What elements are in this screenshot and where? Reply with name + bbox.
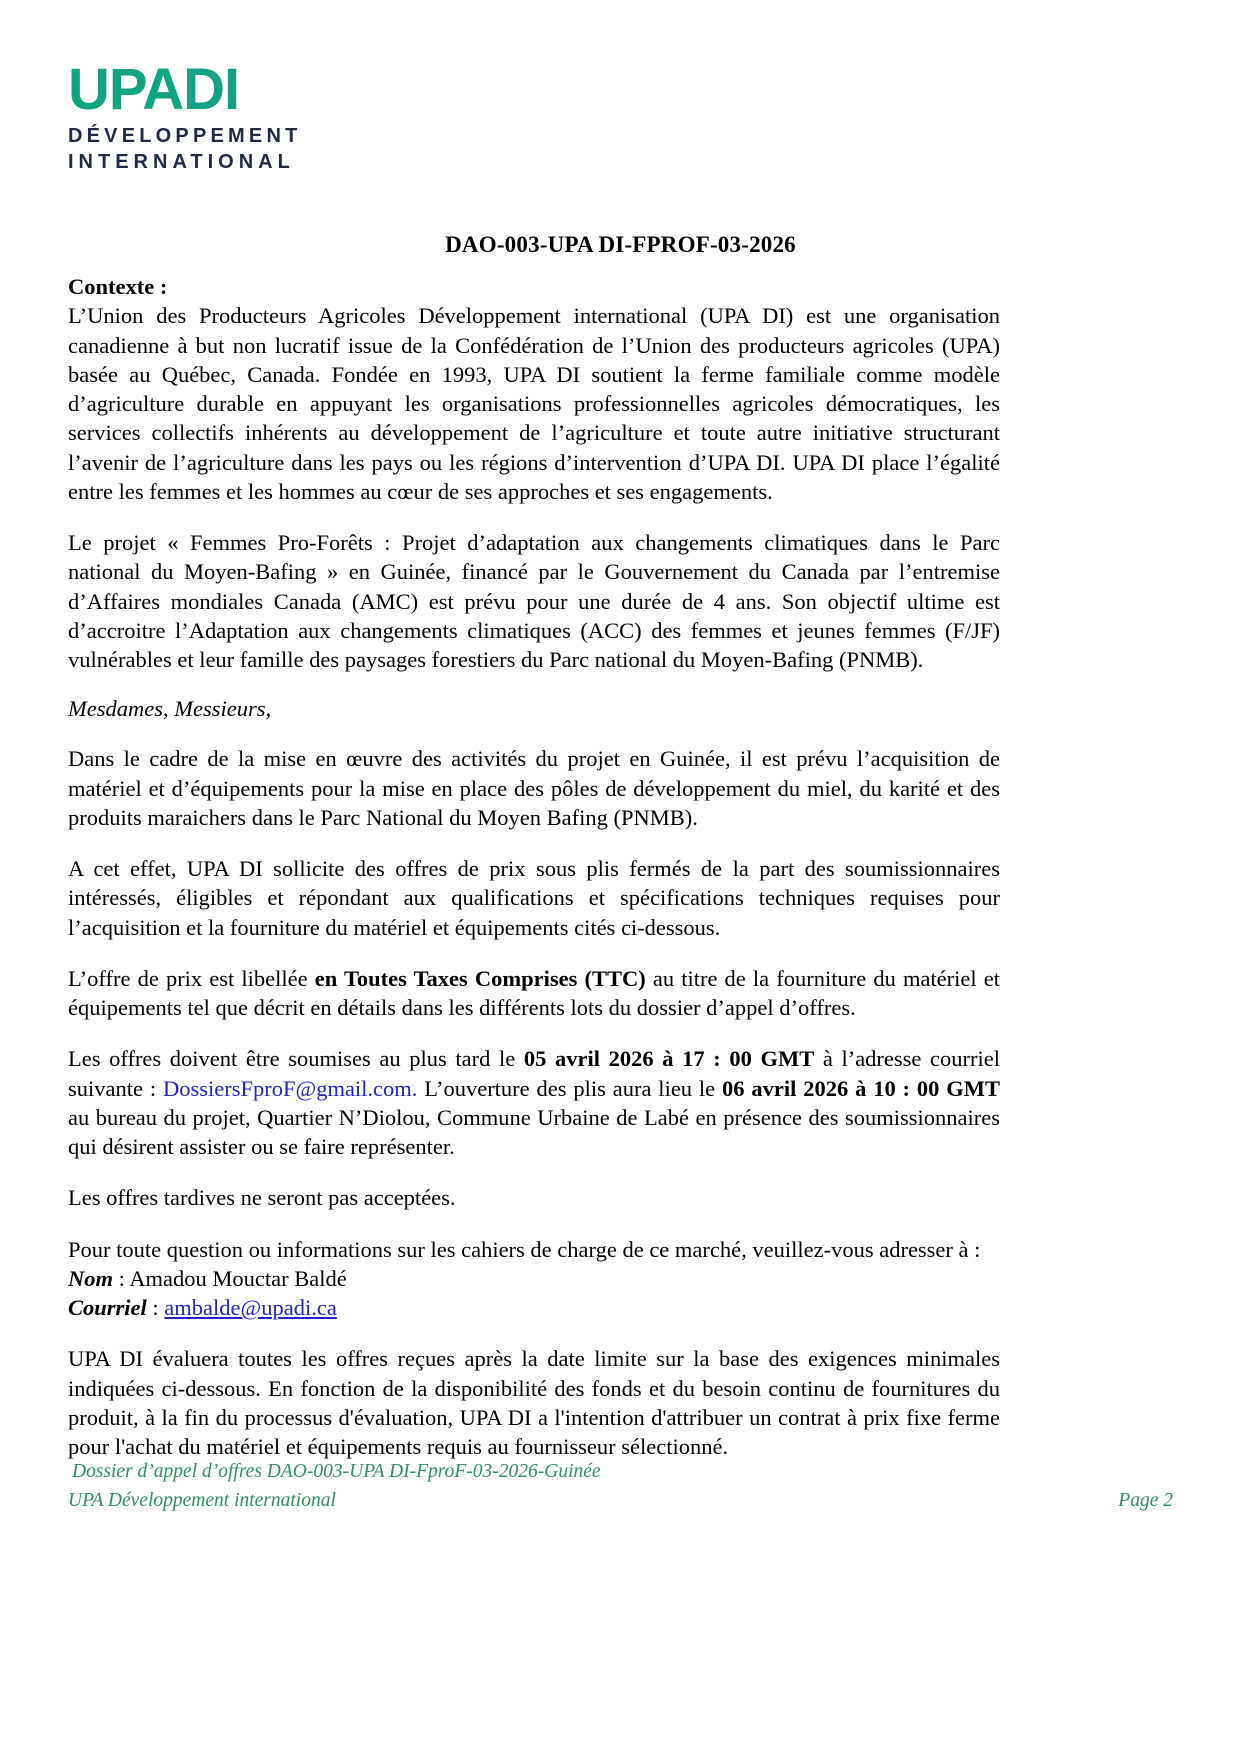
- deadline-text-before: Les offres doivent être soumises au plus tard le: [68, 1046, 524, 1072]
- offers-solicitation-paragraph: A cet effet, UPA DI sollicite des offres de prix sous plis fermés de la part des soumissionnaires intéressés, éligibles et répondant aux qualifications et spécifications techniques requises pour l’acquisition et la fourniture du matériel et équipements cités ci-dessous.: [68, 856, 1000, 940]
- footer-page-number: Page 2: [1118, 1489, 1173, 1511]
- acquisition-paragraph: Dans le cadre de la mise en œuvre des activités du projet en Guinée, il est prévu l’acquisition de matériel et d’équipements pour la mise en place des pôles de développement du miel, du karité et des produits maraichers dans le Parc National du Moyen Bafing (PNMB).: [68, 746, 1000, 830]
- logo-wordmark-di: DI: [183, 57, 240, 122]
- project-paragraph: Le projet « Femmes Pro-Forêts : Projet d’adaptation aux changements climatiques dans le Parc national du Moyen-Bafing » en Guinée, financé par le Gouvernement du Canada par l’entremise d’Affaires mondiales Canada (AMC) est prévu pour une durée de 4 ans. Son objectif ultime est d’accroitre l’Adaptation aux changements climatiques (ACC) des femmes et jeunes femmes (F/JF) vulnérables et leur famille des paysages forestiers du Parc national du Moyen-Bafing (PNMB).: [68, 530, 1000, 672]
- late-offers-paragraph: Les offres tardives ne seront pas acceptées.: [68, 1185, 456, 1211]
- contact-name-value: Amadou Mouctar Baldé: [129, 1265, 347, 1291]
- document-body: [68, 272, 1000, 1483]
- context-paragraph: [68, 272, 1000, 506]
- document-title: DAO-003-UPA DI-FPROF-03-2026: [445, 232, 796, 257]
- salutation: Mesdames, Messieurs,: [68, 696, 272, 722]
- context-label: Contexte :: [68, 274, 168, 299]
- ttc-paragraph: [68, 964, 1000, 1023]
- page-footer: [68, 1458, 1173, 1515]
- logo-wordmark-upa: UPA: [68, 57, 184, 122]
- submission-email-link[interactable]: DossiersFproF@gmail.com.: [162, 1075, 418, 1101]
- ttc-highlight: en Toutes Taxes Comprises (TTC): [314, 965, 646, 991]
- contact-email-separator: :: [146, 1295, 165, 1320]
- upadi-logo: [68, 57, 368, 176]
- contact-name-separator: :: [113, 1265, 130, 1291]
- contact-block: [68, 1235, 1000, 1323]
- contact-email-label: Courriel: [68, 1295, 147, 1320]
- logo-subtitle-international: INTERNATIONAL: [68, 151, 295, 174]
- deadline-paragraph: [68, 1044, 1000, 1161]
- footer-organization: UPA Développement international: [68, 1489, 336, 1511]
- ttc-text-after: au titre de la fourniture du matériel et équipements tel que décrit en détails dans les différents lots du dossier d’appel d’offres.: [68, 965, 1001, 1020]
- contact-email-link[interactable]: ambalde@upadi.ca: [164, 1295, 337, 1320]
- context-text-1: L’Union des Producteurs Agricoles Développement international (UPA DI) est une organisation canadienne à but non lucratif issue de la Confédération de l’Union des producteurs agricoles (UPA) basée au Québec, Canada. Fondée en 1993, UPA DI soutient la ferme familiale comme modèle d’agriculture durable en appuyant les organisations professionnelles agricoles démocratiques, les services collectifs inhérents au développement de l’agriculture et toute autre initiative structurant l’avenir de l’agriculture dans les pays ou les régions d’intervention d’UPA DI. UPA DI place l’égalité entre les femmes et les hommes au cœur de ses approches et ses engagements.: [68, 303, 1000, 504]
- deadline-text-middle: à l’adresse courriel suivante :: [68, 1046, 1000, 1101]
- contact-name-line: [68, 1264, 1000, 1293]
- opening-date: 06 avril 2026 à 10 : 00 GMT: [722, 1075, 1001, 1101]
- evaluation-paragraph: UPA DI évaluera toutes les offres reçues après la date limite sur la base des exigences minimales indiquées ci-dessous. En fonction de la disponibilité des fonds et du besoin continu de fournitures du produit, à la fin du processus d'évaluation, UPA DI a l'intention d'attribuer un contrat à prix fixe ferme pour l'achat du matériel et équipements requis au fournisseur sélectionné.: [68, 1346, 1000, 1459]
- contact-intro: Pour toute question ou informations sur les cahiers de charge de ce marché, veuillez-vous adresser à :: [68, 1236, 981, 1262]
- footer-document-reference: Dossier d’appel d’offres DAO-003-UPA DI-FproF-03-2026-Guinée: [72, 1461, 601, 1483]
- deadline-text-middle-2: L’ouverture des plis aura lieu le: [417, 1075, 723, 1101]
- logo-wordmark: [68, 57, 368, 122]
- contact-name-label: Nom: [68, 1265, 113, 1291]
- footer-row: [68, 1487, 1173, 1515]
- deadline-text-after: au bureau du projet, Quartier N’Diolou, Commune Urbaine de Labé en présence des soumissionnaires qui désirent assister ou se faire représenter.: [68, 1104, 1000, 1159]
- submission-deadline-date: 05 avril 2026 à 17 : 00 GMT: [523, 1046, 815, 1072]
- contact-email-line: [68, 1293, 1000, 1322]
- ttc-text-before: L’offre de prix est libellée: [68, 965, 315, 991]
- logo-subtitle-developpement: DÉVELOPPEMENT: [68, 125, 302, 148]
